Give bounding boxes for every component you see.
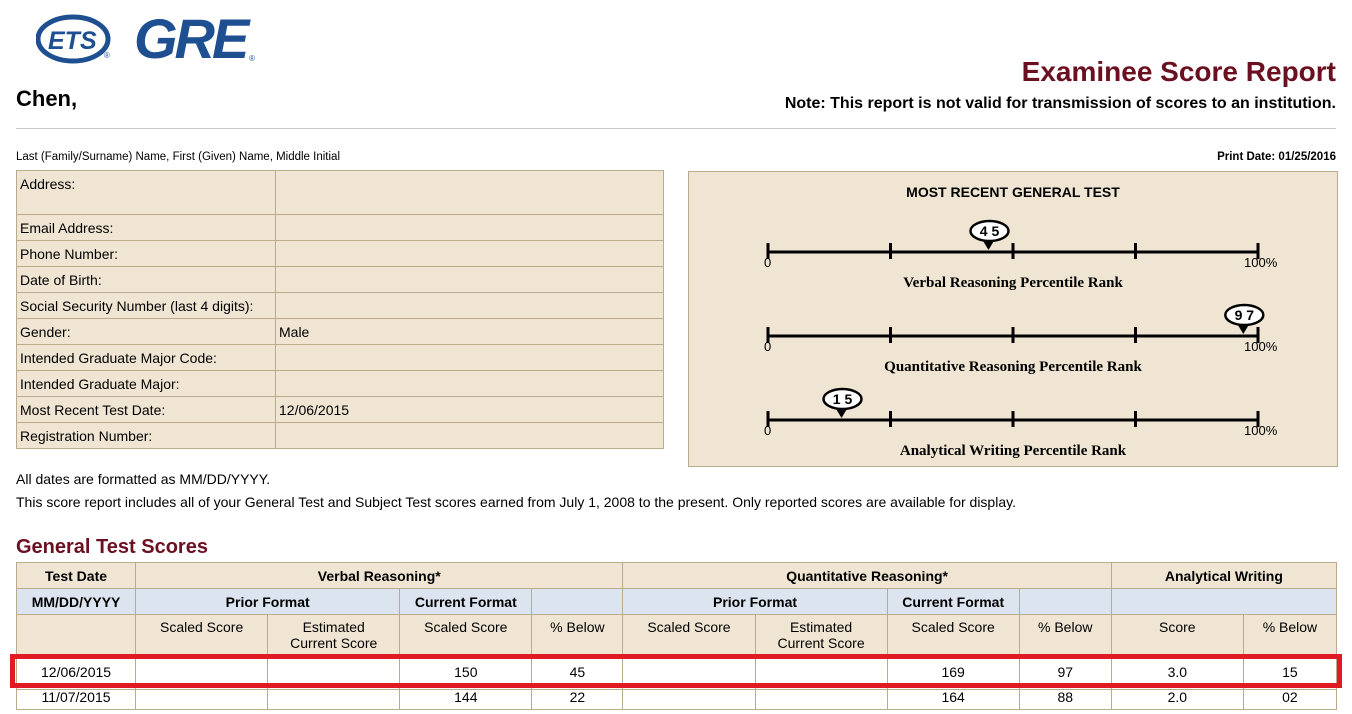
info-row <box>17 397 664 423</box>
col-analytical-writing: Analytical Writing <box>1111 563 1336 589</box>
writing-score: 2.0 <box>1111 690 1243 710</box>
gre-logo-text: GRE <box>134 7 247 68</box>
rank-axis-min-label: 0 <box>764 423 772 438</box>
percentile-panel <box>688 171 1338 467</box>
verbal-scaled-label: Scaled Score <box>400 615 532 655</box>
writing-score: 3.0 <box>1111 655 1243 690</box>
examinee-info-table <box>16 170 664 449</box>
info-label: Address: <box>17 171 276 215</box>
info-value: 12/06/2015 <box>276 397 664 423</box>
quant-prior-format: Prior Format <box>623 589 887 615</box>
info-label: Intended Graduate Major Code: <box>17 345 276 371</box>
rank-marker-value: 1 5 <box>832 391 853 407</box>
rank-marker-pointer <box>836 408 848 418</box>
rank-marker-pointer <box>983 240 995 250</box>
info-label: Intended Graduate Major: <box>17 371 276 397</box>
info-label: Date of Birth: <box>17 267 276 293</box>
date-format-header: MM/DD/YYYY <box>17 589 136 615</box>
general-test-scores-table <box>16 562 1337 710</box>
report-note: Note: This report is not valid for transmission of scores to an institution. <box>784 95 1336 112</box>
info-row <box>17 241 664 267</box>
writing-pct-below: 15 <box>1243 655 1336 690</box>
quant-prior-estimated-label: Estimated Current Score <box>755 615 887 655</box>
table-row <box>17 655 1337 690</box>
writing-pct-below: 02 <box>1243 690 1336 710</box>
svg-text:®: ® <box>249 54 255 63</box>
writing-pct-below-label: % Below <box>1243 615 1336 655</box>
quant-prior-scaled-label: Scaled Score <box>623 615 755 655</box>
verbal-prior-scaled-label: Scaled Score <box>136 615 268 655</box>
info-row <box>17 267 664 293</box>
rank-marker-value: 9 7 <box>1234 307 1255 323</box>
info-value <box>276 241 664 267</box>
info-label: Email Address: <box>17 215 276 241</box>
rank-axis-min-label: 0 <box>764 339 772 354</box>
info-value <box>276 423 664 449</box>
info-row <box>17 423 664 449</box>
col-test-date: Test Date <box>17 563 136 589</box>
percentile-rank-chart <box>689 172 1339 468</box>
general-test-scores-title: General Test Scores <box>16 536 208 558</box>
col-quantitative-reasoning: Quantitative Reasoning* <box>623 563 1111 589</box>
info-value <box>276 215 664 241</box>
info-value <box>276 171 664 215</box>
info-label: Most Recent Test Date: <box>17 397 276 423</box>
rank-marker-value: 4 5 <box>979 223 1000 239</box>
info-row <box>17 215 664 241</box>
info-value <box>276 345 664 371</box>
examinee-name: Chen, <box>16 86 78 111</box>
info-value <box>276 293 664 319</box>
rank-label: Analytical Writing Percentile Rank <box>899 443 1127 459</box>
verbal-prior-estimated-label: Estimated Current Score <box>268 615 400 655</box>
verbal-pct-below: 22 <box>532 690 623 710</box>
quant-scaled-label: Scaled Score <box>887 615 1019 655</box>
verbal-pct-below-label: % Below <box>532 615 623 655</box>
date-format-note: All dates are formatted as MM/DD/YYYY. <box>16 471 271 487</box>
rank-axis-max-label: 100% <box>1244 255 1278 270</box>
info-label: Gender: <box>17 319 276 345</box>
print-date: Print Date: 01/25/2016 <box>1217 151 1336 163</box>
info-label: Social Security Number (last 4 digits): <box>17 293 276 319</box>
header-divider <box>16 128 1336 129</box>
verbal-current-format: Current Format <box>400 589 532 615</box>
table-row <box>17 690 1337 710</box>
info-label: Phone Number: <box>17 241 276 267</box>
rank-label: Verbal Reasoning Percentile Rank <box>903 275 1123 291</box>
quant-current-format: Current Format <box>887 589 1019 615</box>
svg-text:®: ® <box>104 51 110 60</box>
info-row <box>17 345 664 371</box>
verbal-pct-below: 45 <box>532 655 623 690</box>
info-label: Registration Number: <box>17 423 276 449</box>
quant-pct-below-label: % Below <box>1019 615 1111 655</box>
rank-label: Quantitative Reasoning Percentile Rank <box>884 359 1142 375</box>
info-row <box>17 293 664 319</box>
rank-axis-max-label: 100% <box>1244 423 1278 438</box>
rank-axis-min-label: 0 <box>764 255 772 270</box>
info-value <box>276 371 664 397</box>
quant-pct-below: 88 <box>1019 690 1111 710</box>
report-title: Examinee Score Report <box>1021 56 1336 87</box>
name-caption: Last (Family/Surname) Name, First (Given) Name, Middle Initial <box>16 151 340 163</box>
info-value: Male <box>276 319 664 345</box>
ets-gre-logo <box>36 6 266 68</box>
quant-scaled-score: 169 <box>887 655 1019 690</box>
writing-score-label: Score <box>1111 615 1243 655</box>
info-row <box>17 371 664 397</box>
quant-pct-below: 97 <box>1019 655 1111 690</box>
quant-scaled-score: 164 <box>887 690 1019 710</box>
ets-logo-text: ETS <box>48 27 97 55</box>
verbal-prior-format: Prior Format <box>136 589 400 615</box>
rank-marker-pointer <box>1237 324 1249 334</box>
row-test-date: 12/06/2015 <box>17 655 136 690</box>
info-row <box>17 319 664 345</box>
info-value <box>276 267 664 293</box>
col-verbal-reasoning: Verbal Reasoning* <box>136 563 623 589</box>
verbal-scaled-score: 144 <box>400 690 532 710</box>
info-row <box>17 171 664 215</box>
percentile-panel-title: MOST RECENT GENERAL TEST <box>906 184 1120 200</box>
rank-axis-max-label: 100% <box>1244 339 1278 354</box>
row-test-date: 11/07/2015 <box>17 690 136 710</box>
score-scope-note: This score report includes all of your General Test and Subject Test scores earned from July 1, 2008 to the present. Only reported scores are available for display. <box>16 494 1016 510</box>
verbal-scaled-score: 150 <box>400 655 532 690</box>
